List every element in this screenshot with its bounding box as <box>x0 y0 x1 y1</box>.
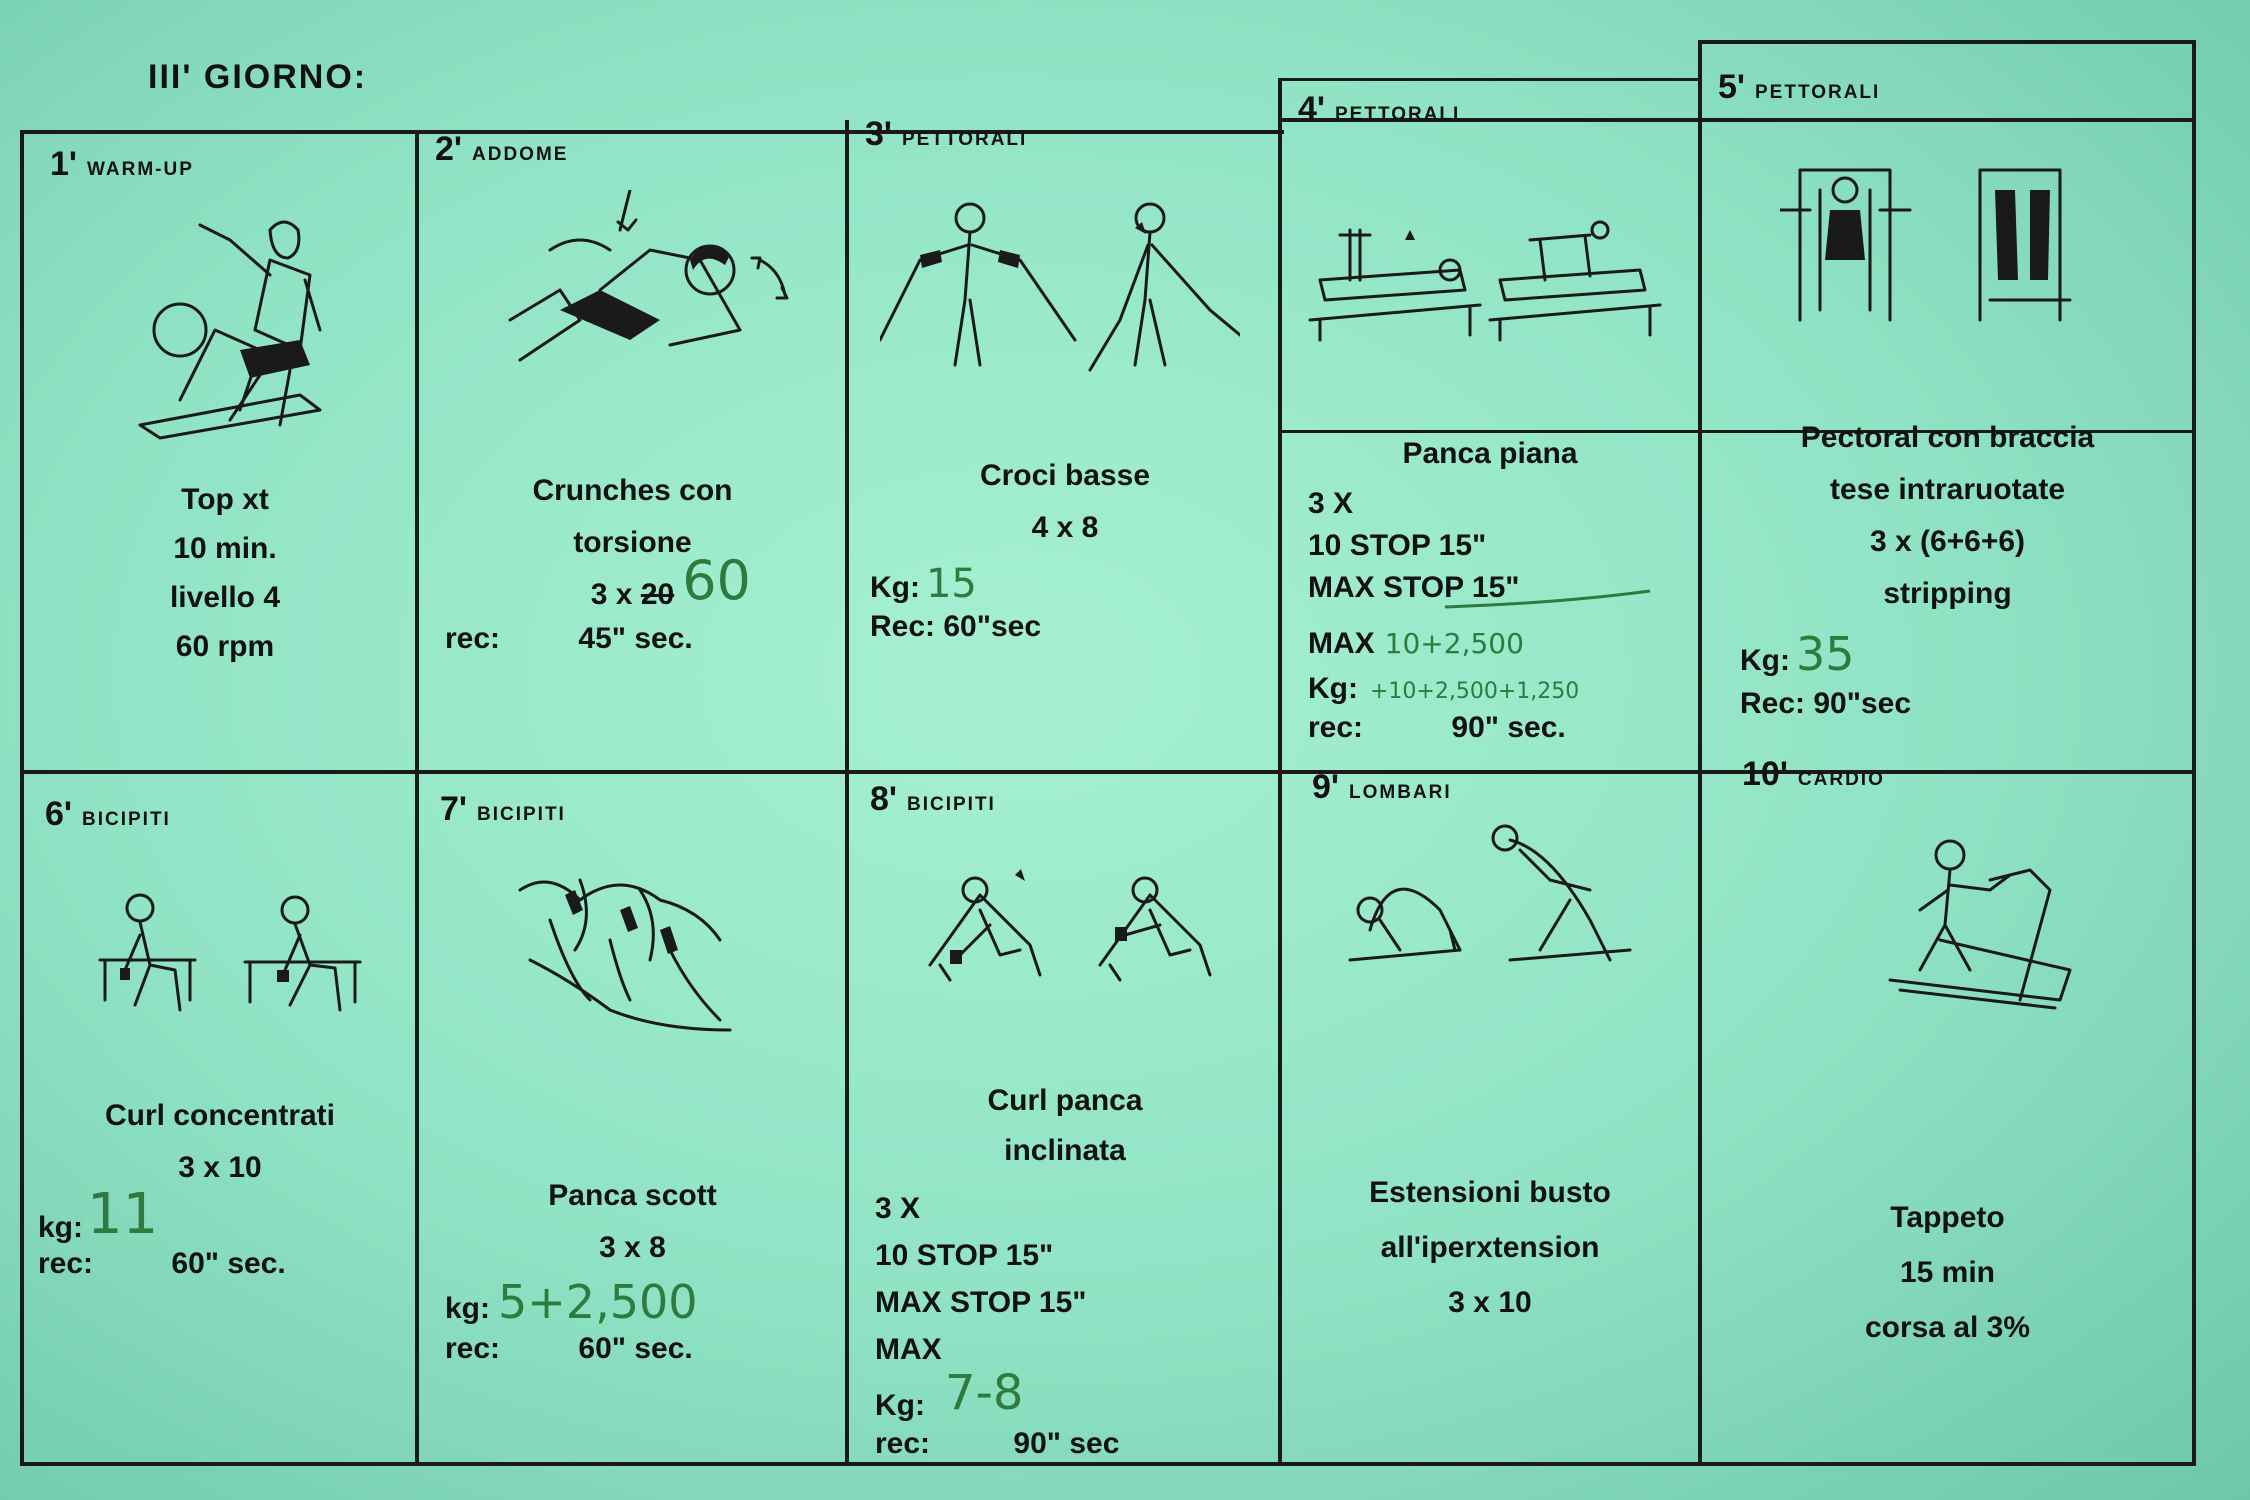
cell-header <box>1298 90 1460 129</box>
exercise-details <box>860 1076 1270 1176</box>
exercise-name-cont: inclinata <box>1004 1134 1126 1167</box>
weight-label: kg: <box>445 1292 490 1325</box>
exercise-details <box>1705 1190 2190 1355</box>
rest-row <box>445 615 693 663</box>
exercise-level: livello 4 <box>169 581 281 614</box>
exercise-name: Croci basse <box>979 459 1151 492</box>
exercise-name: Pectoral con braccia <box>1800 421 2095 454</box>
rest-value: 90" sec. <box>1451 711 1566 744</box>
exercise-sets: 4 x 8 <box>1031 511 1099 544</box>
rest-label: rec: <box>875 1427 931 1460</box>
cell-header <box>865 115 1027 154</box>
hyperextension-icon <box>1340 820 1640 970</box>
rest-value: 60" sec. <box>171 1247 286 1280</box>
exercise-number: 6' <box>45 795 72 833</box>
rest-value: 45" sec. <box>578 622 693 655</box>
exercise-duration: 10 min. <box>173 532 277 565</box>
grid-vline-1 <box>415 130 419 1466</box>
grid-top-line-left <box>22 130 1284 134</box>
rest-label: rec: <box>445 1332 501 1365</box>
exercise-sets: 3 x 10 <box>1448 1286 1532 1319</box>
rest-label: rec: <box>1308 711 1364 744</box>
rest-label: rec: <box>445 622 501 655</box>
cell-header <box>50 145 194 184</box>
exercise-details <box>1285 1165 1695 1330</box>
weight-label: kg: <box>38 1211 83 1244</box>
sets-crossed-value: 20 <box>640 578 675 611</box>
exercise-name: Estensioni busto <box>1369 1176 1611 1209</box>
grid-header-box-top-left <box>1278 78 1702 81</box>
cell-header <box>1718 68 1880 107</box>
page-title: III' GIORNO: <box>148 58 368 96</box>
exercise-method: stripping <box>1883 577 2012 610</box>
grid-vline-4 <box>1698 40 1702 1466</box>
exercise-details <box>110 475 340 671</box>
exercise-reps-1: 10 STOP 15" <box>1308 529 1487 562</box>
exercise-category: PETTORALI <box>902 129 1028 150</box>
exercise-reps-3: MAX <box>875 1333 942 1366</box>
exercise-number: 1' <box>50 145 77 183</box>
exercise-details <box>430 1170 835 1274</box>
rest-row <box>1308 704 1566 752</box>
exercise-details <box>880 450 1250 554</box>
exercise-name-cont: all'iperxtension <box>1380 1231 1600 1264</box>
rest-row <box>875 1420 1119 1468</box>
weight-row <box>1740 627 1855 685</box>
weight-label: Kg: <box>870 571 920 604</box>
rest-value: 90" sec <box>1013 1427 1120 1460</box>
exercise-details <box>40 1090 400 1194</box>
exercise-number: 10' <box>1742 755 1788 793</box>
sets-handwritten: 60 <box>682 549 751 612</box>
exercise-name-cont: torsione <box>573 526 692 559</box>
sets-prefix: 3 x <box>590 578 641 611</box>
exercise-category: LOMBARI <box>1349 782 1452 803</box>
exercise-name: Panca piana <box>1402 437 1578 470</box>
cell-header <box>870 780 996 819</box>
weight-label: Kg: <box>1308 672 1358 705</box>
max-label: MAX <box>1308 627 1375 660</box>
exercise-reps-2: MAX STOP 15" <box>875 1286 1087 1319</box>
exercise-name-cont: tese intraruotate <box>1829 473 2066 506</box>
weight-handwritten: 11 <box>87 1182 159 1247</box>
exercise-number: 2' <box>435 130 462 168</box>
exercise-sets: 3 x (6+6+6) <box>1869 525 2026 558</box>
rest-label: rec: <box>38 1247 94 1280</box>
exercise-name: Panca scott <box>548 1179 717 1212</box>
elliptical-trainer-icon <box>120 200 340 440</box>
exercise-category: PETTORALI <box>1755 82 1881 103</box>
exercise-name: Curl concentrati <box>104 1099 336 1132</box>
incline-curl-icon <box>920 865 1230 985</box>
exercise-rpm: 60 rpm <box>175 630 275 663</box>
max-row <box>1308 620 1524 668</box>
exercise-reps-2: MAX STOP 15" <box>1308 571 1520 604</box>
exercise-name: Curl panca <box>987 1084 1143 1117</box>
weight-handwritten: 7-8 <box>944 1365 1024 1421</box>
exercise-category: BICIPITI <box>907 794 996 815</box>
exercise-category: BICIPITI <box>82 809 171 830</box>
cell-header <box>435 130 568 169</box>
rest-row <box>38 1240 286 1288</box>
exercise-name: Crunches con <box>532 474 733 507</box>
weight-handwritten: 5+2,500 <box>498 1275 698 1329</box>
rest-value: 60" sec. <box>578 1332 693 1365</box>
exercise-number: 7' <box>440 790 467 828</box>
exercise-category: ADDOME <box>472 144 569 165</box>
weight-handwritten: +10+2,500+1,250 <box>1369 679 1580 704</box>
weight-label: Kg: <box>875 1389 925 1422</box>
rest-row: Rec: 90"sec <box>1740 687 1912 720</box>
exercise-duration: 15 min <box>1899 1256 1996 1289</box>
concentration-curl-icon <box>95 890 365 1020</box>
exercise-name: Tappeto <box>1890 1201 2005 1234</box>
bench-press-icon <box>1300 210 1670 350</box>
exercise-details <box>1705 412 2190 620</box>
exercise-reps-1: 10 STOP 15" <box>875 1239 1054 1272</box>
exercise-sets <box>430 549 835 621</box>
cell-header <box>1312 768 1452 807</box>
exercise-category: WARM-UP <box>87 159 194 180</box>
exercise-category: CARDIO <box>1797 769 1885 790</box>
grid-vline-5 <box>2192 40 2196 1466</box>
grid-header-box-top <box>1698 40 2196 44</box>
cell-header <box>440 790 566 829</box>
exercise-incline: corsa al 3% <box>1864 1311 2031 1344</box>
grid-vline-3 <box>1278 78 1282 1466</box>
exercise-category: BICIPITI <box>477 804 566 825</box>
exercise-category: PETTORALI <box>1335 104 1461 125</box>
cell-header <box>45 795 171 834</box>
cell-header <box>1742 755 1885 794</box>
exercise-sets-count: 3 X <box>875 1192 921 1225</box>
rest-row: Rec: 60"sec <box>870 610 1042 643</box>
exercise-sets: 3 x 8 <box>599 1231 666 1264</box>
crunch-twist-icon <box>490 190 800 390</box>
exercise-number: 9' <box>1312 768 1339 806</box>
scott-bench-icon <box>510 860 760 1040</box>
grid-vline-0 <box>20 130 24 1466</box>
weight-handwritten: 15 <box>925 561 977 607</box>
treadmill-icon <box>1880 830 2080 1010</box>
max-handwritten: 10+2,500 <box>1384 627 1524 660</box>
grid-vline-2 <box>845 120 849 1466</box>
weight-label: Kg: <box>1740 644 1790 677</box>
exercise-number: 3' <box>865 115 892 153</box>
rest-row <box>445 1325 693 1373</box>
exercise-name: Top xt <box>181 483 269 516</box>
cable-crossover-icon <box>880 200 1240 380</box>
exercise-number: 8' <box>870 780 897 818</box>
exercise-sets <box>875 1185 1087 1373</box>
exercise-number: 5' <box>1718 68 1745 106</box>
weight-handwritten: 35 <box>1795 627 1855 681</box>
chest-press-machine-icon <box>1780 150 2090 330</box>
exercise-details <box>430 465 835 621</box>
exercise-sets: 3 x 10 <box>178 1151 262 1184</box>
exercise-number: 4' <box>1298 90 1325 128</box>
exercise-sets: 3 X <box>1308 487 1354 520</box>
underline-stroke <box>1440 585 1660 615</box>
